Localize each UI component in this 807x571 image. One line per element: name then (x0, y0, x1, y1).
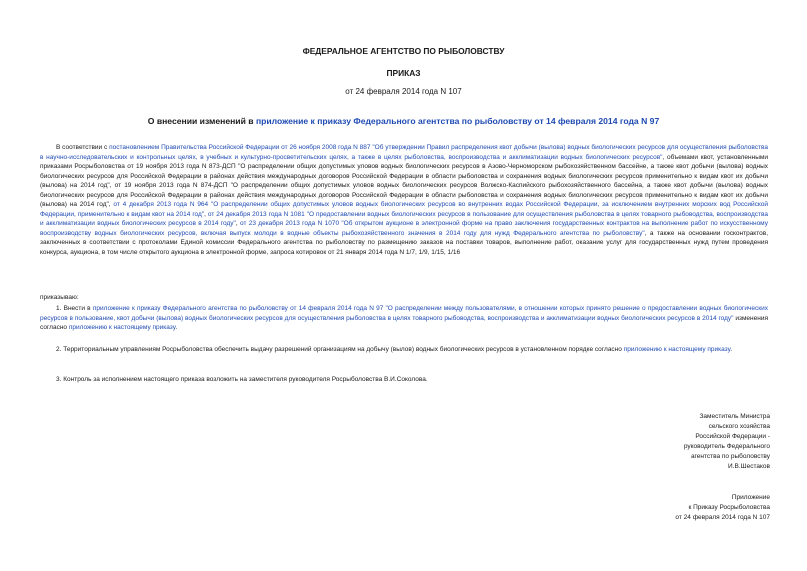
signature-line-3: Российской Федерации - (695, 433, 770, 440)
paragraph-item-2 (40, 345, 768, 355)
p3-text-a: 1. Внести в (56, 305, 93, 312)
p1-link-964[interactable]: от 4 декабря 2013 года N 964 "О распределении общих допустимых уловов водных биологических ресурсов во внутренних водах Российской Федерации, за исключением внутренних морских вод Российской Федерации, применительно к видам квот на 2014 год" (40, 201, 768, 218)
signature-line-2: сельского хозяйства (708, 423, 770, 430)
signature-line-4: руководитель Федерального (683, 443, 770, 450)
p1-text-b: , объемами квот, установленными приказами Росрыболовства от 19 ноября 2013 года N 873-ДСП "О распределении общих допустимых уловов водных биологических ресурсов в Азово-Черноморском рыбохозяйственном бассейне, а также квот добычи (вылова) водных биологических ресурсов для Российской Федерации в районах действия международных договоров Российской Федерации в области рыболовства и сохранения водных биологических ресурсов применительно к видам квот их добычи (вылова) на 2014 год", от 19 ноября 2013 года N 874-ДСП "О распределении общих допустимых уловов водных биологических ресурсов Волжско-Каспийского рыбохозяйственного бассейна, а также квот добычи (вылова) водных биологических ресурсов для Российской Федерации в районах действия международных договоров Российской Федерации в области рыболовства и сохранения водных биологических ресурсов применительно к видам квот их добычи (вылова) на 2014 год", (40, 153, 768, 209)
signature-line-5: агентства по рыболовству (690, 453, 770, 460)
subject-link[interactable]: приложение к приказу Федерального агентства по рыболовству от 14 февраля 2014 года N 97 (255, 116, 660, 126)
agency-title: ФЕДЕРАЛЬНОЕ АГЕНТСТВО ПО РЫБОЛОВСТВУ (302, 46, 505, 56)
paragraph-item-1 (40, 304, 768, 333)
p1-text-c: , (204, 210, 208, 218)
p4-link-appendix[interactable]: приложению к настоящему приказу (623, 346, 731, 353)
p4-text-b: . (730, 346, 732, 353)
signature-name: И.В.Шестаков (728, 463, 770, 470)
p1-text-e: , а также на основании госконтрактов, заключенных в соответствии с протоколами Единой комиссии Федерального агентства по рыболовству по размещению заказов на поставки товаров, выполнение работ, оказание услуг для государственных нужд путем проведения конкурса, аукциона, в том числе открытого аукциона в электронной форме, запроса котировок от 21 января 2014 года N 1/7, 1/9, 1/15, 1/16 (40, 229, 769, 257)
appendix-line-3: от 24 февраля 2014 года N 107 (675, 514, 770, 521)
p4-text-a: 2. Территориальным управлениям Росрыболовства обеспечить выдачу разрешений организациям на добычу (вылов) водных биологических ресурсов в установленном порядке согласно (56, 346, 624, 353)
paragraph-item-3: 3. Контроль за исполнением настоящего приказа возложить на заместителя руководителя Росрыболовства В.И.Соколова. (56, 376, 428, 383)
p1-link-1081[interactable]: от 24 декабря 2013 года N 1081 "О предоставлении водных биологических ресурсов в пользование для осуществления рыболовства в целях товарного рыбоводства, воспроизводства и акклиматизации водных биологических ресурсов в 2014 году" (40, 210, 768, 228)
p1-text-a: В соответствии с (56, 144, 110, 151)
doc-date-number: от 24 февраля 2014 года N 107 (345, 87, 462, 96)
p1-link-1070[interactable]: от 23 декабря 2013 года N 1070 "Об открытом аукционе в электронной форме на право заключения государственных контрактов на выполнение работ по искусственному воспроизводству водных биологических ресурсов, включая выпуск молоди в водные объекты рыбохозяйственного значения в 2014 году для нужд Федерального агентства по рыболовству" (40, 220, 768, 237)
appendix-block (560, 493, 770, 523)
p1-text-d: , (235, 220, 240, 228)
p3-text-b: изменения согласно (40, 314, 768, 332)
p1-link-887[interactable]: постановлением Правительства Российской Федерации от 26 ноября 2008 года N 887 "Об утверждении Правил распределения квот добычи (вылова) водных биологических ресурсов для осуществления рыболовства в научно-исследовательских и контрольных целях, в учебных и культурно-просветительских целях, а также в целях рыболовства, воспроизводства и акклиматизации водных биологических ресурсов" (40, 144, 769, 161)
appendix-line-2: к Приказу Росрыболовства (688, 504, 770, 511)
signature-block (560, 412, 770, 472)
p3-text-c: . (175, 324, 178, 332)
subject-prefix: О внесении изменений в (147, 116, 256, 126)
p3-link-appendix[interactable]: приложению к настоящему приказу (68, 324, 176, 332)
doc-type: ПРИКАЗ (386, 68, 421, 78)
paragraph-preamble (40, 143, 768, 258)
subject-heading (0, 116, 807, 126)
signature-line-1: Заместитель Министра (699, 413, 770, 420)
p3-link-order-97[interactable]: приложение к приказу Федерального агентства по рыболовству от 14 февраля 2014 года N 97 "О распределении между пользователями, в отношении которых принято решение о предоставлении водных биологических ресурсов в пользование, квот добычи (вылова) водных биологических ресурсов для осуществления рыболовства в целях товарного рыбоводства, воспроизводства и акклиматизации водных биологических ресурсов в 2014 году" (40, 305, 768, 322)
order-word: приказываю: (40, 294, 79, 301)
appendix-line-1: Приложение (731, 494, 770, 501)
